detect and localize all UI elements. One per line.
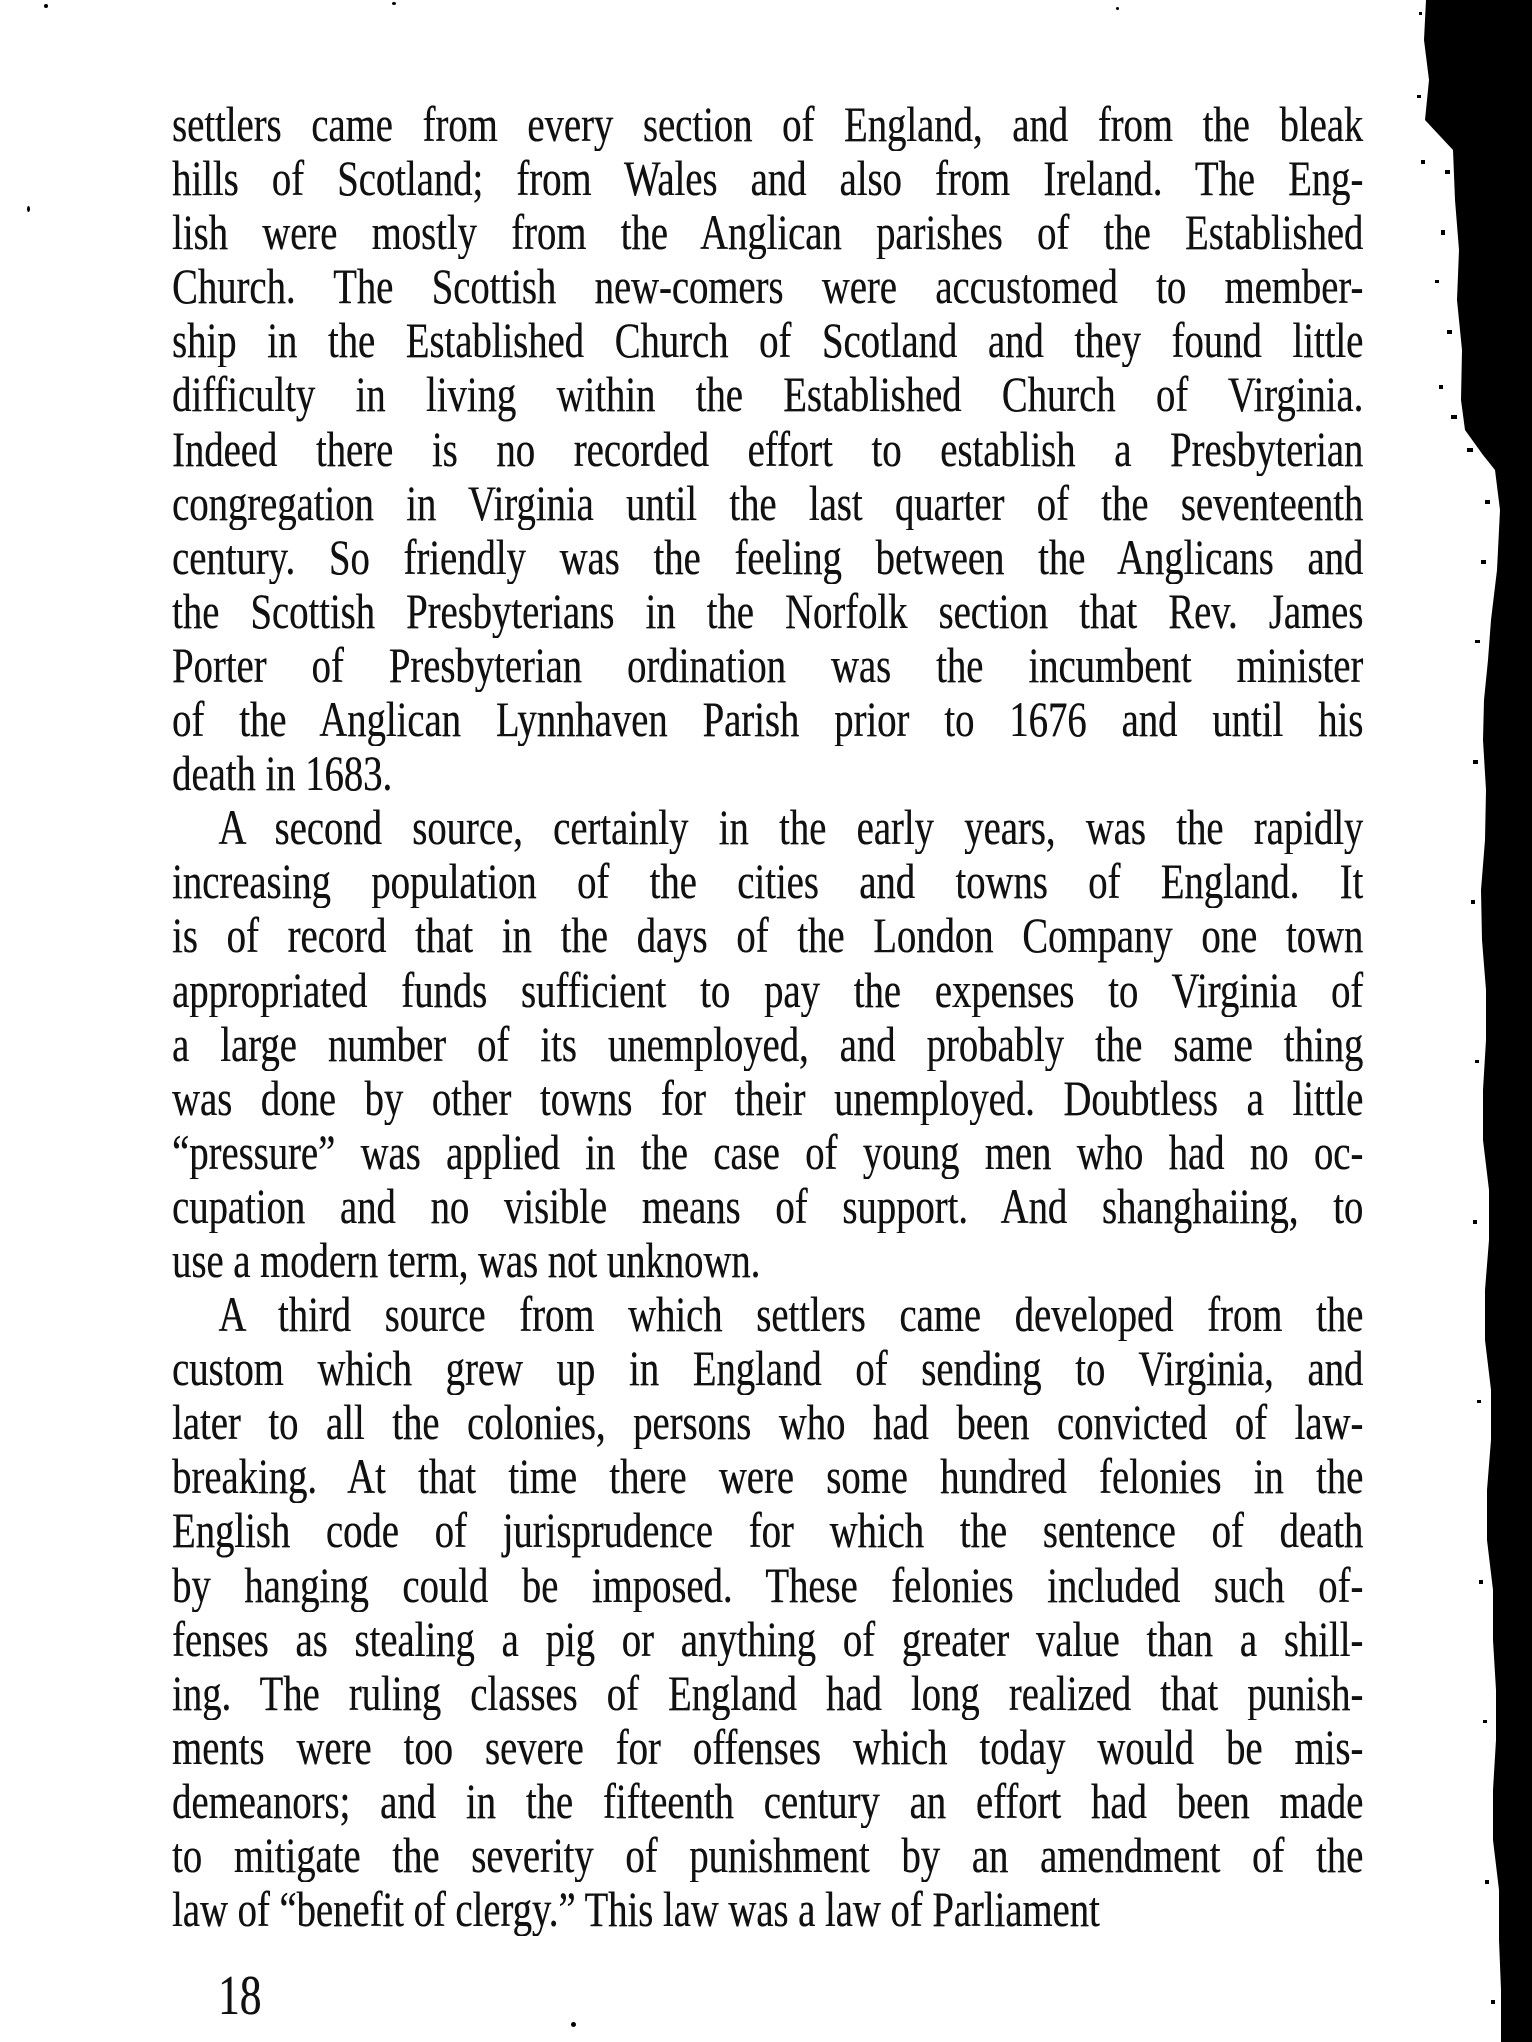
text-line: death in 1683. [172, 746, 393, 801]
text-line: to mitigate the severity of punishment by an amendment of the [172, 1828, 1364, 1883]
text-line: by hanging could be imposed. These felonies included such of- [172, 1557, 1364, 1612]
text-line: ship in the Established Church of Scotland and they found little [172, 313, 1364, 368]
text-line: later to all the colonies, persons who had been convicted of law- [172, 1395, 1364, 1450]
text-line: ing. The ruling classes of England had long realized that punish- [172, 1665, 1364, 1720]
text-line: the Scottish Presbyterians in the Norfolk section that Rev. James [172, 583, 1364, 638]
text-line: A third source from which settlers came developed from the [218, 1287, 1364, 1342]
text-line: Indeed there is no recorded effort to establish a Presbyterian [172, 421, 1364, 476]
text-line: of the Anglican Lynnhaven Parish prior to 1676 and until his [172, 692, 1364, 747]
text-line: demeanors; and in the fifteenth century an effort had been made [172, 1773, 1364, 1828]
ink-speck [1116, 7, 1119, 10]
text-line: a large number of its unemployed, and probably the same thing [172, 1016, 1364, 1071]
text-line: century. So friendly was the feeling between the Anglicans and [172, 529, 1364, 584]
text-line: cupation and no visible means of support. And shanghaiing, to [172, 1178, 1364, 1233]
text-line: settlers came from every section of England, and from the bleak [172, 97, 1364, 152]
ink-speck [571, 2022, 576, 2027]
ink-speck [44, 4, 48, 8]
text-line: ments were too severe for offenses which today would be mis- [172, 1719, 1364, 1774]
page-number: 18 [218, 1965, 262, 2027]
text-line: breaking. At that time there were some hundred felonies in the [172, 1449, 1364, 1504]
text-line: hills of Scotland; from Wales and also from Ireland. The Eng- [172, 151, 1364, 206]
text-line: increasing population of the cities and towns of England. It [172, 854, 1364, 909]
ink-speck [392, 2, 396, 5]
text-line: was done by other towns for their unemployed. Doubtless a little [172, 1070, 1364, 1125]
text-line: is of record that in the days of the London Company one town [172, 908, 1364, 963]
text-line: law of “benefit of clergy.” This law was a law of Parliament [172, 1882, 1100, 1937]
text-line: congregation in Virginia until the last quarter of the seventeenth [172, 475, 1364, 530]
text-line: Porter of Presbyterian ordination was the incumbent minister [172, 637, 1364, 693]
text-line: use a modern term, was not unknown. [172, 1232, 761, 1288]
text-line: appropriated funds sufficient to pay the expenses to Virginia of [172, 962, 1364, 1017]
ink-speck [27, 206, 30, 212]
text-line: difficulty in living within the Established Church of Virginia. [172, 367, 1364, 422]
scan-edge-artifact [1405, 0, 1532, 2042]
text-line: custom which grew up in England of sending to Virginia, and [172, 1341, 1364, 1396]
text-line: A second source, certainly in the early years, was the rapidly [218, 800, 1364, 855]
text-line: “pressure” was applied in the case of young men who had no oc- [172, 1124, 1364, 1179]
text-line: Church. The Scottish new-comers were accustomed to member- [172, 259, 1364, 314]
body-text [172, 97, 1363, 1936]
text-line: fenses as stealing a pig or anything of greater value than a shill- [172, 1611, 1364, 1666]
text-line: lish were mostly from the Anglican parishes of the Established [172, 205, 1364, 260]
text-line: English code of jurisprudence for which the sentence of death [172, 1503, 1364, 1558]
